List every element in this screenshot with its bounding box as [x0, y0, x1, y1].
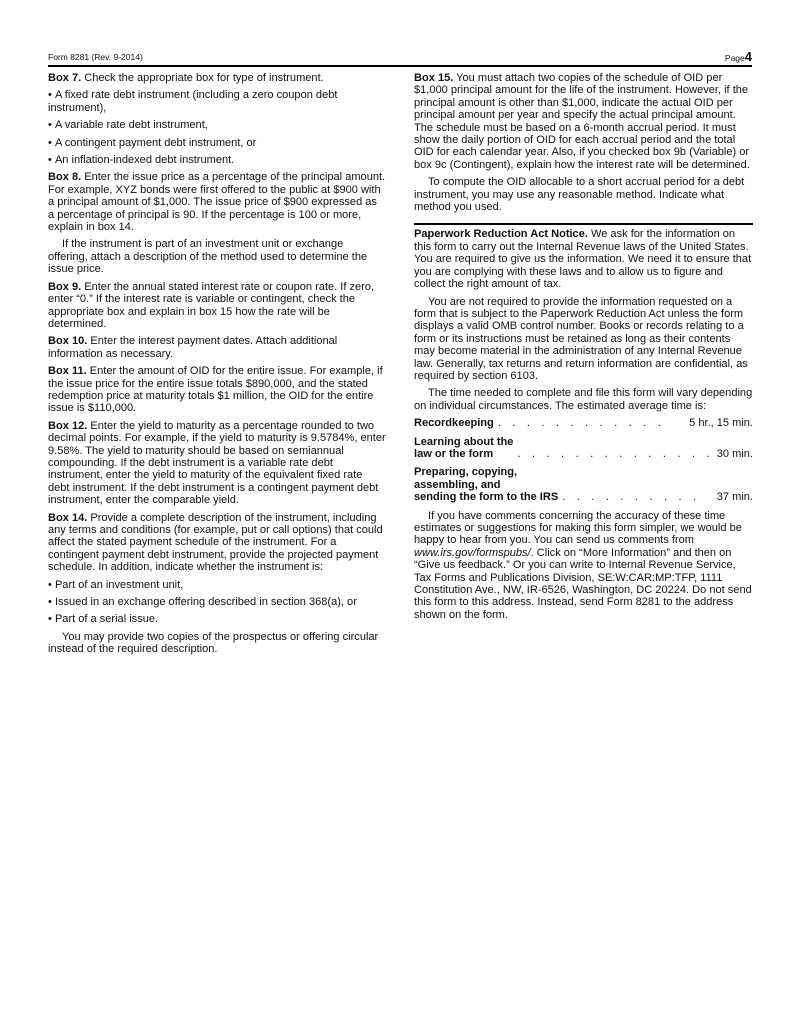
box14-bullet-3: • Part of a serial issue.	[48, 613, 386, 625]
pra-para4-a: If you have comments concerning the accuracy of these time estimates or suggestions for making this form simpler, we would be happy to hear from you. You can send us comments from	[414, 509, 742, 547]
time-value: 5 hr., 15 min.	[689, 417, 753, 430]
box12-title: Box 12.	[48, 419, 88, 432]
box7-title: Box 7.	[48, 72, 82, 84]
leader-dots: . . . . . . . . . . . . . .	[517, 447, 714, 460]
box14-bullet-1: • Part of an investment unit,	[48, 579, 386, 591]
form-id: Form 8281 (Rev. 9-2014)	[48, 52, 143, 62]
box15-title: Box 15.	[414, 72, 454, 84]
time-label-line: Preparing, copying,	[414, 466, 518, 479]
time-row-recordkeeping	[414, 417, 753, 429]
paperwork-reduction-section	[414, 223, 753, 621]
time-label	[414, 436, 513, 461]
time-label-line: law or the form	[414, 447, 494, 460]
box15-para	[414, 72, 753, 171]
box8-para	[48, 171, 386, 233]
time-label-line: assembling, and	[414, 478, 501, 491]
box7-bullet-4: • An inflation-indexed debt instrument.	[48, 154, 386, 166]
box15-para2: To compute the OID allocable to a short accrual period for a debt instrument, you may use any reasonable method. Indicate what method you used.	[414, 176, 745, 214]
box9-para	[48, 281, 386, 331]
pra-para3: The time needed to complete and file this form will vary depending on individual circumstances. The estimated average time is:	[414, 387, 753, 412]
time-label-line: Learning about the	[414, 435, 514, 448]
pra-text: We ask for the information on this form to carry out the Internal Revenue laws of the United States. You are required to give us the information. We need it to ensure that you are complying with these laws and to allow us to figure and collect the right amount of tax.	[414, 228, 752, 291]
right-column	[414, 72, 753, 626]
time-value: 37 min.	[716, 491, 753, 504]
box8-title: Box 8.	[48, 171, 82, 184]
left-column	[48, 72, 386, 661]
box7-text: Check the appropriate box for type of instrument.	[81, 72, 324, 84]
pra-para4-b: . Click on “More Information” and then on “Give us feedback.” Or you can write to Internal Revenue Service, Tax Forms and Publications Division, SE:W:CAR:MP:TFP, 1111 Constitution Ave., NW, IR-6526, Washington, DC 20224. Do not send this form to this address. Instead, send Form 8281 to the address shown on the form.	[414, 546, 752, 621]
box10-para	[48, 335, 386, 360]
box7-bullet-1: • A fixed rate debt instrument (including a zero coupon debt instrument),	[48, 89, 386, 114]
time-label: Recordkeeping	[414, 417, 494, 430]
pra-para	[414, 228, 753, 290]
box14-para	[48, 512, 386, 574]
leader-dots: . . . . . . . . . .	[562, 491, 701, 504]
box14-text: Provide a complete description of the instrument, including any terms and conditions (for example, put or call options) that could affect the stated payment schedule of the instrument. For a contingent payment debt instrument, provide the projected payment schedule. In addition, indicate whether the instrument is:	[48, 511, 383, 574]
page-header	[48, 47, 752, 67]
box10-text: Enter the interest payment dates. Attach additional information as necessary.	[48, 335, 338, 360]
page-label: Page	[724, 53, 745, 63]
page-number-value: 4	[744, 49, 752, 64]
time-label	[414, 466, 558, 503]
pra-para2: You are not required to provide the information requested on a form that is subject to the Paperwork Reduction Act unless the form displays a valid OMB control number. Books or records relating to a form or its instructions must be retained as long as their contents may become material in the administration of any Internal Revenue law. Generally, tax returns and return information are confidential, as required by section 6103.	[414, 295, 748, 382]
box14-bullet-2: • Issued in an exchange offering described in section 368(a), or	[48, 596, 386, 608]
box14-para2: You may provide two copies of the prospectus or offering circular instead of the required description.	[48, 630, 379, 656]
box11-para	[48, 365, 386, 415]
box11-text: Enter the amount of OID for the entire issue. For example, if the issue price for the entire issue totals $890,000, and the stated redemption price at maturity totals $1 million, the OID for the entire issue is $110,000.	[48, 365, 383, 415]
box11-title: Box 11.	[48, 365, 87, 378]
irs-website-link[interactable]: www.irs.gov/formspubs/	[414, 546, 531, 559]
box7-bullet-3: • A contingent payment debt instrument, or	[48, 137, 386, 149]
time-value: 30 min.	[716, 447, 753, 460]
box7-para	[48, 72, 386, 84]
box12-text: Enter the yield to maturity as a percentage rounded to two decimal points. For example, if the yield to maturity is 9.5784%, enter 9.58%. The yield to maturity should be based on semiannual compounding. If the debt instrument is a variable rate debt instrument, enter the yield to maturity of the equivalent fixed rate debt instrument. If the debt instrument is a contingent payment debt instrument, enter the comparable yield.	[48, 419, 386, 507]
box8-para2: If the instrument is part of an investment unit or exchange offering, attach a description of the method used to determine the issue price.	[48, 238, 368, 276]
leader-dots: . . . . . . . . . . . .	[497, 417, 666, 430]
box14-title: Box 14.	[48, 511, 88, 524]
box15-text: You must attach two copies of the schedule of OID per $1,000 principal amount for the life of the instrument. However, if the principal amount is other than $1,000, indicate the actual OID per principal amount per year and specify the actual principal amount. The schedule must be based on a 6-month accrual period. It must show the daily portion of OID for each accrual period and the total OID for each calendar year. Also, if you checked box 9b (Variable) or box 9c (Contingent), explain how the interest rate will be determined.	[414, 72, 750, 171]
time-label-line: sending the form to the IRS	[414, 491, 559, 504]
time-row-preparing	[414, 466, 753, 503]
box10-title: Box 10.	[48, 335, 88, 348]
pra-para4	[414, 510, 753, 622]
time-row-learning	[414, 436, 753, 461]
page-number	[725, 49, 752, 64]
box9-text: Enter the annual stated interest rate or coupon rate. If zero, enter “0.” If the interest rate is variable or contingent, check the appropriate box and explain in box 15 how the rate will be determined.	[48, 280, 375, 330]
box9-title: Box 9.	[48, 280, 82, 293]
box7-bullet-2: • A variable rate debt instrument,	[48, 119, 386, 131]
box8-text: Enter the issue price as a percentage of the principal amount. For example, XYZ bonds were first offered to the public at $900 with a principal amount of $1,000. The issue price of $900 expressed as a percentage of principal is 90. If the percentage is 100 or more, explain in box 14.	[48, 171, 386, 234]
box12-para	[48, 420, 386, 507]
pra-title: Paperwork Reduction Act Notice.	[414, 228, 588, 241]
